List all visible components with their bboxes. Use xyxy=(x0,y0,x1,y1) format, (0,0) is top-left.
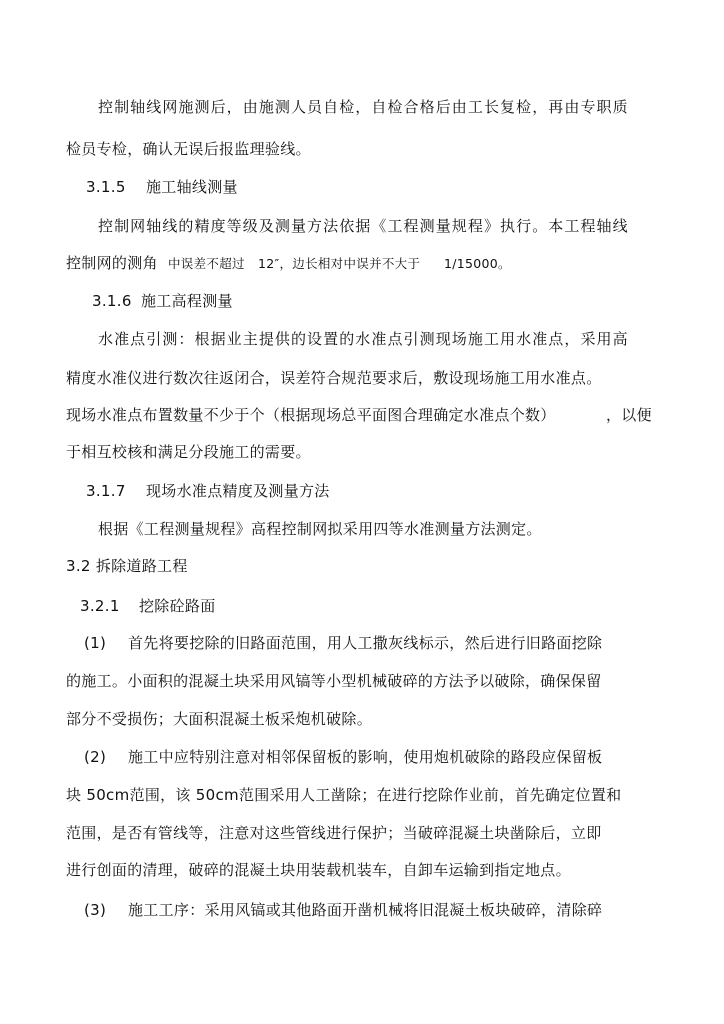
paragraph-line: 首先将要挖除的旧路面范围，用人工撒灰线标示，然后进行旧路面挖除 xyxy=(128,634,603,652)
paragraph-line: 控制网轴线的精度等级及测量方法依据《工程测量规程》执行。本工程轴线 xyxy=(98,217,629,235)
section-number: 3.1.5 xyxy=(86,178,126,196)
paragraph-line: 施工工序：采用风镐或其他路面开凿机械将旧混凝土板块破碎，清除碎 xyxy=(128,901,603,919)
section-heading: 施工高程测量 xyxy=(141,292,233,310)
section-heading: 施工轴线测量 xyxy=(146,178,238,196)
paragraph-line: 块 50cm范围，该 50cm范围采用人工凿除；在进行挖除作业前，首先确定位置和 xyxy=(66,786,622,804)
paragraph-line: 水准点引测：根据业主提供的设置的水准点引测现场施工用水准点，采用高 xyxy=(98,330,629,348)
paragraph-line: 的施工。小面积的混凝土块采用风镐等小型机械破碎的方法予以破除，确保保留 xyxy=(66,672,602,690)
paragraph-line: 范围，是否有管线等，注意对这些管线进行保护；当破碎混凝土块凿除后，立即 xyxy=(66,824,602,842)
section-heading: 挖除砼路面 xyxy=(139,597,216,615)
list-number: (1) xyxy=(84,634,107,652)
paragraph-line: 进行创面的清理，破碎的混凝土块用装载机装车，自卸车运输到指定地点。 xyxy=(66,861,571,879)
paragraph-line: 1/15000。 xyxy=(444,256,511,271)
paragraph-line: 于相互校核和满足分段施工的需要。 xyxy=(66,443,311,461)
paragraph-line: 控制网的测角 xyxy=(66,254,158,272)
section-number: 3.2.1 xyxy=(80,597,120,615)
paragraph-line: 中误差不超过 xyxy=(168,256,245,271)
paragraph-line: 施工中应特别注意对相邻保留板的影响，使用炮机破除的路段应保留板 xyxy=(128,748,603,766)
paragraph-line: 根据《工程测量规程》高程控制网拟采用四等水准测量方法测定。 xyxy=(98,520,542,538)
list-number: (3) xyxy=(84,901,107,919)
paragraph-line: 精度水准仪进行数次往返闭合，误差符合规范要求后，敷设现场施工用水准点。 xyxy=(66,369,602,387)
paragraph-line: 部分不受损伤；大面积混凝土板采炮机破除。 xyxy=(66,710,373,728)
paragraph-line: 检员专检，确认无误后报监理验线。 xyxy=(66,140,311,158)
section-number: 3.1.6 xyxy=(92,292,132,310)
section-heading: 3.2 拆除道路工程 xyxy=(66,557,188,575)
list-number: (2) xyxy=(84,748,107,766)
section-number: 3.1.7 xyxy=(86,482,126,500)
paragraph-line: 控制轴线网施测后，由施测人员自检，自检合格后由工长复检，再由专职质 xyxy=(98,98,629,116)
paragraph-line: 现场水准点布置数量不少于个（根据现场总平面图合理确定水准点个数） xyxy=(66,406,556,424)
paragraph-line: 12″，边长相对中误并不大于 xyxy=(258,256,421,271)
paragraph-line: ，以便 xyxy=(606,406,652,424)
section-heading: 现场水准点精度及测量方法 xyxy=(146,482,330,500)
